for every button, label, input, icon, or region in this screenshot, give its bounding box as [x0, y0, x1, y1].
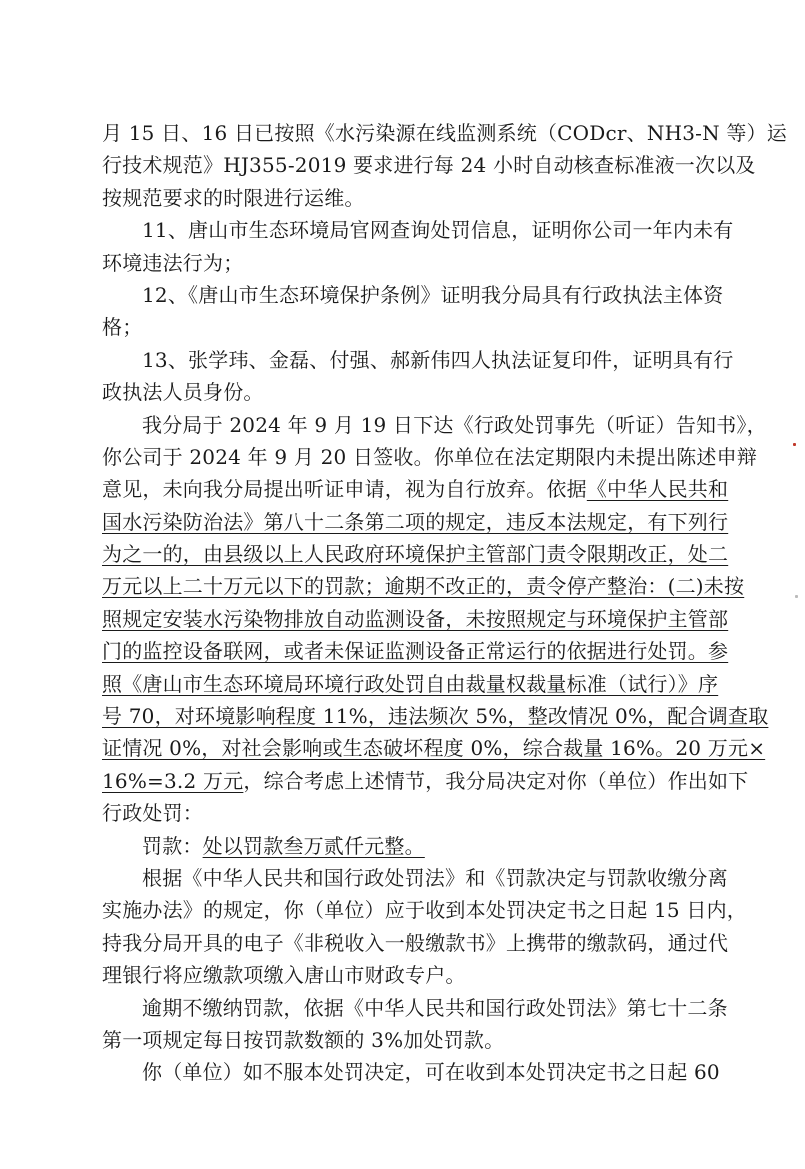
underlined-line: 照规定安装水污染物排放自动监测设备，未按照规定与环境保护主管部: [102, 606, 729, 631]
text-line: 按规范要求的时限进行运维。: [102, 185, 365, 210]
text-line: 13、张学玮、金磊、付强、郝新伟四人执法证复印件，证明具有行: [142, 347, 734, 372]
text-line: 月 15 日、16 日已按照《水污染源在线监测系统（CODcr、NH3-N 等）运: [102, 121, 787, 145]
text-line: 理银行将应缴款项缴入唐山市财政专户。: [102, 963, 466, 988]
underlined-line: 门的监控设备联网，或者未保证监测设备正常运行的依据进行处罚。参: [102, 639, 729, 664]
text-line: 环境违法行为；: [102, 250, 244, 275]
underlined-text: 《中华人民共和: [586, 477, 729, 502]
text-line: 格；: [102, 315, 143, 340]
text-line: 我分局于 2024 年 9 月 19 日下达《行政处罚事先（听证）告知书》，: [142, 412, 767, 437]
underlined-line: 国水污染防治法》第八十二条第二项的规定，违反本法规定，有下列行: [102, 509, 729, 534]
body-text: [102, 117, 787, 1089]
fine-label: 罚款：: [142, 833, 203, 858]
text-line: 12、《唐山市生态环境保护条例》证明我分局具有行政执法主体资: [142, 282, 724, 307]
gray-mark: [795, 595, 798, 598]
text-line: 你（单位）如不服本处罚决定，可在收到本处罚决定书之日起 60: [142, 1060, 720, 1085]
text-line: 第一项规定每日按罚款数额的 3%加处罚款。: [102, 1027, 505, 1052]
underlined-line: 万元以上二十万元以下的罚款；逾期不改正的，责令停产整治：(二)未按: [102, 574, 745, 599]
text-line: 持我分局开具的电子《非税收入一般缴款书》上携带的缴款码，通过代: [102, 930, 729, 955]
red-mark: [793, 443, 796, 446]
underlined-line: 为之一的，由县级以上人民政府环境保护主管部门责令限期改正，处二: [102, 542, 729, 567]
fine-amount: 处以罚款叁万贰仟元整。: [202, 833, 425, 858]
underlined-text: 16%=3.2 万元: [102, 768, 244, 793]
text-line: 意见，未向我分局提出听证申请，视为自行放弃。依据《中华人民共和: [102, 477, 729, 502]
text-line: 你公司于 2024 年 9 月 20 日签收。你单位在法定期限内未提出陈述申辩: [102, 444, 758, 469]
text-line: 逾期不缴纳罚款，依据《中华人民共和国行政处罚法》第七十二条: [142, 995, 728, 1020]
underlined-line: 号 70，对环境影响程度 11%，违法频次 5%，整改情况 0%，配合调查取: [102, 704, 769, 729]
underlined-line: 证情况 0%，对社会影响或生态破坏程度 0%，综合裁量 16%。20 万元×: [102, 736, 766, 761]
text-line: 行政处罚：: [102, 801, 203, 826]
text-line: 根据《中华人民共和国行政处罚法》和《罚款决定与罚款收缴分离: [142, 865, 728, 890]
text-line: 11、唐山市生态环境局官网查询处罚信息，证明你公司一年内未有: [142, 218, 734, 243]
text-line: 行技术规范》HJ355-2019 要求进行每 24 小时自动核查标准液一次以及: [102, 153, 756, 178]
text-line: 实施办法》的规定，你（单位）应于收到本处罚决定书之日起 15 日内，: [102, 898, 747, 923]
text-line: [102, 830, 722, 862]
text-line: 16%=3.2 万元，综合考虑上述情节，我分局决定对你（单位）作出如下: [102, 768, 749, 793]
underlined-line: 照《唐山市生态环境局环境行政处罚自由裁量权裁量标准（试行）》序: [102, 671, 719, 696]
text-line: 政执法人员身份。: [102, 380, 264, 405]
